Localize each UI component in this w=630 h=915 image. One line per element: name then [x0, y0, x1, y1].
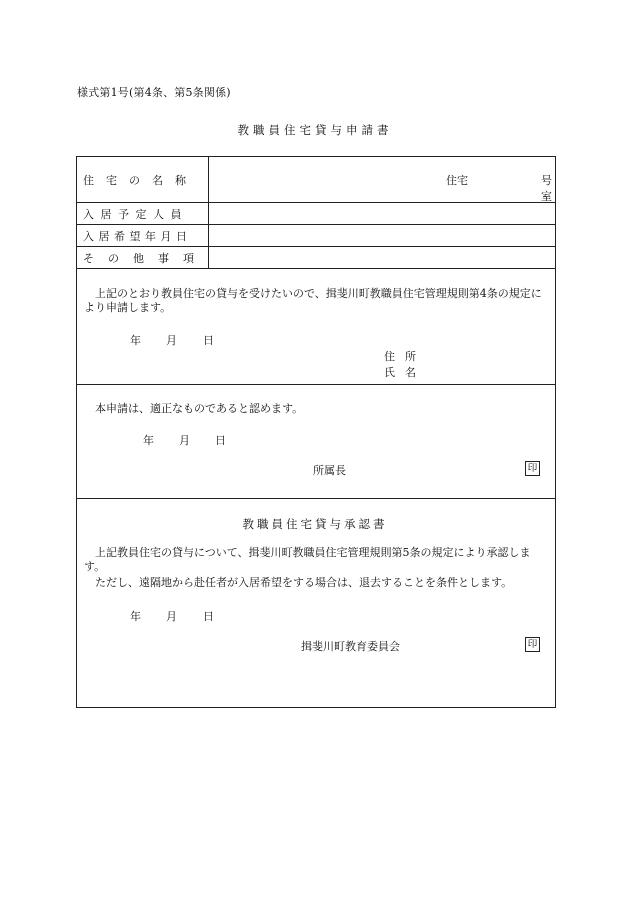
form-number: 様式第1号(第4条、第5条関係)	[77, 86, 231, 99]
principal-date-month: 月	[179, 434, 190, 447]
application-date-day: 日	[203, 334, 214, 347]
application-date-month: 月	[166, 334, 177, 347]
divider	[76, 384, 556, 385]
seal-stamp-box: 印	[525, 461, 540, 476]
application-date-year: 年	[130, 334, 141, 347]
field-label-move-in-date: 入居希望年月日	[77, 225, 209, 247]
table-row	[77, 157, 556, 203]
name-label: 氏名	[384, 366, 426, 379]
approval-signer: 揖斐川町教育委員会	[301, 640, 400, 653]
table-row	[77, 247, 556, 269]
field-value-other[interactable]	[209, 247, 556, 269]
house-suffix: 住宅	[446, 174, 468, 187]
approval-date-month: 月	[166, 610, 177, 623]
principal-signer: 所属長	[313, 464, 346, 477]
address-label: 住所	[384, 350, 426, 363]
approval-title: 教職員住宅貸与承認書	[242, 517, 388, 531]
table-row	[77, 225, 556, 247]
approval-date-day: 日	[203, 610, 214, 623]
field-value-occupants[interactable]	[209, 203, 556, 225]
seal-stamp-box: 印	[525, 637, 540, 652]
page-title: 教職員住宅貸与申請書	[237, 123, 393, 137]
room-suffix: 号室	[541, 174, 552, 203]
field-label-house-name: 住宅の名称	[77, 157, 209, 203]
field-value-move-in-date[interactable]	[209, 225, 556, 247]
application-text: 上記のとおり教員住宅の貸与を受けたいので、揖斐川町教職員住宅管理規則第4条の規定により申請します。	[84, 287, 542, 314]
table-row	[77, 203, 556, 225]
principal-text: 本申請は、適正なものであると認めます。	[95, 402, 304, 415]
divider	[76, 498, 556, 499]
fields-table	[76, 156, 556, 269]
field-value-house-name[interactable]	[209, 157, 556, 203]
approval-text: 上記教員住宅の貸与について、揖斐川町教職員住宅管理規則第5条の規定により承認します。	[84, 546, 531, 573]
field-label-occupants: 入居予定人員	[77, 203, 209, 225]
field-label-other: その他事項	[77, 247, 209, 269]
principal-date-day: 日	[215, 434, 226, 447]
approval-date-year: 年	[130, 610, 141, 623]
principal-date-year: 年	[143, 434, 154, 447]
approval-proviso: ただし、遠隔地から赴任者が入居希望をする場合は、退去することを条件とします。	[95, 576, 513, 589]
